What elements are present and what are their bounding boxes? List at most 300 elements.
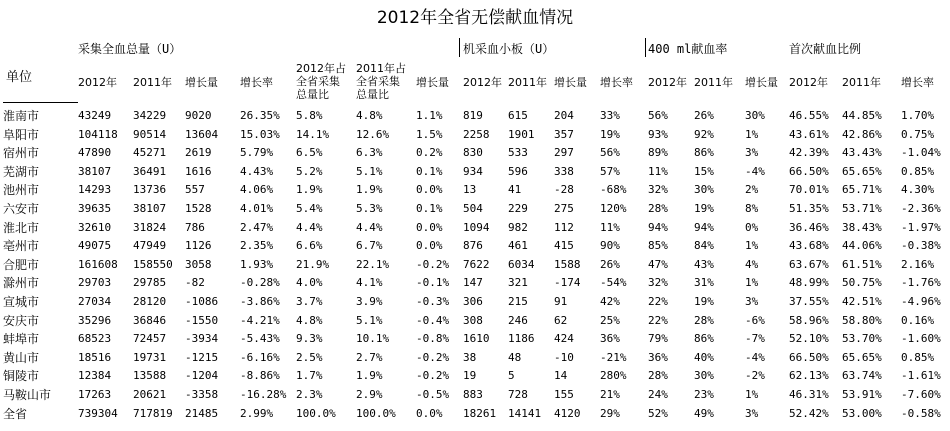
table-cell: 357 — [554, 127, 574, 141]
table-cell: 43.68% — [789, 239, 829, 253]
table-cell: 43.61% — [789, 127, 829, 141]
table-cell: 786 — [185, 220, 205, 234]
table-cell: 28% — [648, 369, 668, 383]
table-cell: 2.99% — [240, 406, 274, 420]
table-cell: -21% — [600, 350, 627, 364]
table-cell: 90514 — [133, 127, 167, 141]
table-cell: 100.0% — [296, 406, 336, 420]
table-cell: 28120 — [133, 295, 167, 308]
table-cell: 52.10% — [789, 332, 829, 346]
table-cell: 104118 — [78, 127, 118, 141]
table-cell: 70.01% — [789, 183, 829, 197]
table-cell: 44.85% — [842, 109, 882, 122]
table-cell: 36% — [600, 332, 620, 346]
group-header-first-time-ratio: 首次献血比例 — [789, 42, 862, 56]
table-cell: 62 — [554, 313, 568, 327]
table-cell: 90% — [600, 239, 620, 253]
column-header: 2011年 — [508, 76, 547, 89]
table-cell: -0.2% — [416, 350, 450, 364]
table-cell: 42.51% — [842, 295, 882, 308]
table-cell: 1.7% — [296, 369, 323, 383]
table-cell: 29% — [600, 406, 620, 420]
table-cell: 424 — [554, 332, 574, 346]
table-cell: -1.76% — [901, 276, 941, 290]
table-cell: -0.8% — [416, 332, 450, 346]
table-cell: 38.43% — [842, 220, 882, 234]
table-cell: -4.21% — [240, 313, 280, 327]
table-cell: 46.55% — [789, 109, 829, 122]
column-header: 增长率 — [600, 76, 633, 89]
table-cell: 4.06% — [240, 183, 274, 197]
table-cell: 0% — [745, 220, 759, 234]
table-cell: -4% — [745, 350, 765, 364]
table-cell: 53.70% — [842, 332, 882, 346]
table-cell: 18261 — [463, 406, 497, 420]
table-cell: 3% — [745, 146, 759, 160]
table-cell: 14141 — [508, 406, 542, 420]
table-cell: 56% — [600, 146, 620, 160]
row-label: 淮南市 — [3, 109, 40, 123]
table-cell: 982 — [508, 220, 528, 234]
row-label: 马鞍山市 — [3, 388, 52, 402]
table-cell: 6.3% — [356, 146, 383, 160]
table-cell: 86% — [694, 146, 714, 160]
table-cell: 19% — [600, 127, 620, 141]
table-cell: 35296 — [78, 313, 112, 327]
table-cell: 37.55% — [789, 295, 829, 308]
table-cell: -3.86% — [240, 295, 280, 308]
table-cell: 504 — [463, 202, 483, 215]
table-cell: 28% — [694, 313, 714, 327]
table-cell: 3.7% — [296, 295, 323, 308]
table-cell: 275 — [554, 202, 574, 215]
table-cell: 79% — [648, 332, 668, 346]
table-cell: 56% — [648, 109, 668, 122]
row-label: 宿州市 — [3, 146, 40, 161]
table-cell: 2.3% — [296, 388, 323, 401]
row-label: 滁州市 — [3, 276, 40, 291]
table-cell: -3358 — [185, 388, 219, 401]
table-cell: 53.91% — [842, 388, 882, 401]
column-header: 2012年 — [789, 76, 828, 89]
table-cell: 215 — [508, 295, 528, 308]
row-label: 蚌埠市 — [3, 332, 40, 347]
table-cell: 5 — [508, 369, 515, 383]
table-cell: 1% — [745, 388, 759, 401]
table-cell: -0.5% — [416, 388, 450, 401]
column-header: 增长率 — [240, 76, 273, 89]
table-cell: 876 — [463, 239, 483, 253]
table-cell: 3% — [745, 406, 759, 420]
column-header: 2012年 — [78, 76, 117, 89]
table-cell: 32610 — [78, 220, 112, 234]
table-cell: 4120 — [554, 406, 581, 420]
table-cell: 53.71% — [842, 202, 882, 215]
table-cell: -1.04% — [901, 146, 941, 160]
table-cell: 1528 — [185, 202, 212, 215]
table-cell: 84% — [694, 239, 714, 253]
column-header: 2011年 — [842, 76, 881, 89]
table-cell: 1186 — [508, 332, 535, 346]
table-cell: 17263 — [78, 388, 112, 401]
table-cell: 19 — [463, 369, 477, 383]
table-cell: -0.1% — [416, 276, 450, 290]
table-cell: 58.96% — [789, 313, 829, 327]
page-title: 2012年全省无偿献血情况 — [376, 8, 574, 28]
table-cell: 43% — [694, 257, 714, 271]
table-cell: 0.1% — [416, 164, 443, 178]
table-cell: 40% — [694, 350, 714, 364]
table-cell: -1550 — [185, 313, 219, 327]
table-cell: 24% — [648, 388, 668, 401]
table-cell: 91 — [554, 295, 568, 308]
table-cell: 4.4% — [296, 220, 323, 234]
table-cell: 8% — [745, 202, 759, 215]
table-cell: 61.51% — [842, 257, 882, 271]
table-cell: 1588 — [554, 257, 581, 271]
table-cell: -1086 — [185, 295, 219, 308]
table-cell: 19% — [694, 295, 714, 308]
column-header: 增长率 — [901, 76, 934, 89]
table-cell: -28 — [554, 183, 574, 197]
table-cell: 49% — [694, 406, 714, 420]
table-cell: -1215 — [185, 350, 219, 364]
table-cell: 830 — [463, 146, 483, 160]
table-cell: 0.0% — [416, 406, 443, 420]
column-header: 2012年占 全省采集 总量比 — [296, 62, 346, 101]
table-cell: -2.36% — [901, 202, 941, 215]
column-header: 2011年占 全省采集 总量比 — [356, 62, 406, 101]
table-cell: 819 — [463, 109, 483, 122]
table-cell: 62.13% — [789, 369, 829, 383]
table-cell: 42.39% — [789, 146, 829, 160]
table-cell: 38107 — [78, 164, 112, 178]
table-cell: 92% — [694, 127, 714, 141]
table-cell: 100.0% — [356, 406, 396, 420]
row-label: 铜陵市 — [3, 369, 40, 384]
table-cell: -8.86% — [240, 369, 280, 383]
table-cell: 30% — [694, 183, 714, 197]
table-cell: -0.2% — [416, 369, 450, 383]
table-cell: -4.96% — [901, 295, 941, 308]
table-cell: 44.06% — [842, 239, 882, 253]
group-header-platelets: 机采血小板（U） — [463, 42, 555, 56]
group-divider — [459, 38, 460, 57]
table-cell: 739304 — [78, 406, 118, 420]
table-cell: 5.2% — [296, 164, 323, 178]
row-label: 池州市 — [3, 183, 40, 198]
row-label: 合肥市 — [3, 257, 40, 272]
table-cell: -4% — [745, 164, 765, 178]
table-cell: 6.6% — [296, 239, 323, 253]
table-cell: 1126 — [185, 239, 212, 253]
table-cell: 0.85% — [901, 350, 935, 364]
group-header-whole-blood: 采集全血总量（U） — [78, 42, 182, 56]
table-cell: 38 — [463, 350, 477, 364]
table-cell: 63.67% — [789, 257, 829, 271]
table-cell: 85% — [648, 239, 668, 253]
table-cell: 29785 — [133, 276, 167, 290]
table-cell: 65.65% — [842, 350, 882, 364]
table-cell: 32% — [648, 276, 668, 290]
row-label: 六安市 — [3, 202, 40, 216]
table-cell: -1.97% — [901, 220, 941, 234]
table-cell: 28% — [648, 202, 668, 215]
table-cell: -0.38% — [901, 239, 941, 253]
group-divider — [645, 38, 646, 57]
table-cell: 4.30% — [901, 183, 935, 197]
table-cell: 12.6% — [356, 127, 390, 141]
table-cell: -3934 — [185, 332, 219, 346]
table-cell: 10.1% — [356, 332, 390, 346]
group-header-400ml-rate: 400 ml献血率 — [648, 42, 728, 56]
table-cell: 11% — [600, 220, 620, 234]
table-cell: 52% — [648, 406, 668, 420]
table-cell: 50.75% — [842, 276, 882, 290]
table-cell: 0.16% — [901, 313, 935, 327]
table-cell: 1.5% — [416, 127, 443, 141]
table-cell: 25% — [600, 313, 620, 327]
table-cell: 12384 — [78, 369, 112, 383]
table-cell: -1204 — [185, 369, 219, 383]
table-cell: 26% — [694, 109, 714, 122]
table-cell: 0.1% — [416, 202, 443, 215]
table-cell: 4.8% — [356, 109, 383, 122]
table-cell: 0.0% — [416, 239, 443, 253]
table-cell: 147 — [463, 276, 483, 290]
table-cell: 36.46% — [789, 220, 829, 234]
table-cell: 2258 — [463, 127, 490, 141]
table-cell: 48 — [508, 350, 522, 364]
table-cell: 45271 — [133, 146, 167, 160]
table-cell: 297 — [554, 146, 574, 160]
table-cell: 15% — [694, 164, 714, 178]
table-cell: 1901 — [508, 127, 535, 141]
table-cell: 2.47% — [240, 220, 274, 234]
table-cell: 41 — [508, 183, 522, 197]
table-cell: -5.43% — [240, 332, 280, 346]
table-cell: 557 — [185, 183, 205, 197]
table-cell: 1.9% — [356, 369, 383, 383]
table-cell: 2.35% — [240, 239, 274, 253]
table-cell: -0.3% — [416, 295, 450, 308]
table-cell: 43.43% — [842, 146, 882, 160]
table-cell: 533 — [508, 146, 528, 160]
row-label: 芜湖市 — [3, 164, 40, 179]
column-header: 增长量 — [554, 76, 587, 89]
table-cell: -7% — [745, 332, 765, 346]
table-cell: 9020 — [185, 109, 212, 122]
column-header: 2012年 — [463, 76, 502, 89]
table-cell: 615 — [508, 109, 528, 122]
table-cell: 68523 — [78, 332, 112, 346]
table-cell: 13604 — [185, 127, 219, 141]
table-cell: 2619 — [185, 146, 212, 160]
row-label: 全省 — [3, 406, 28, 421]
table-cell: -82 — [185, 276, 205, 290]
table-cell: 1% — [745, 276, 759, 290]
table-cell: 120% — [600, 202, 627, 215]
table-cell: 6.7% — [356, 239, 383, 253]
table-cell: 42.86% — [842, 127, 882, 141]
table-cell: 112 — [554, 220, 574, 234]
table-cell: 728 — [508, 388, 528, 401]
table-cell: 246 — [508, 313, 528, 327]
table-cell: 66.50% — [789, 164, 829, 178]
table-cell: 2.16% — [901, 257, 935, 271]
table-cell: 1.9% — [296, 183, 323, 197]
table-cell: 38107 — [133, 202, 167, 215]
table-cell: 158550 — [133, 257, 173, 271]
table-cell: 65.71% — [842, 183, 882, 197]
table-cell: 1% — [745, 239, 759, 253]
row-label: 宣城市 — [3, 295, 40, 309]
table-cell: 6.5% — [296, 146, 323, 160]
table-cell: 4% — [745, 257, 759, 271]
table-cell: 22% — [648, 295, 668, 308]
table-cell: -174 — [554, 276, 581, 290]
table-cell: 5.4% — [296, 202, 323, 215]
table-cell: 5.1% — [356, 313, 383, 327]
table-cell: 0.85% — [901, 164, 935, 178]
row-label: 安庆市 — [3, 313, 40, 328]
row-label: 亳州市 — [3, 239, 40, 254]
table-cell: 0.0% — [416, 220, 443, 234]
table-cell: 4.1% — [356, 276, 383, 290]
table-cell: 13736 — [133, 183, 167, 197]
table-cell: -0.58% — [901, 406, 941, 420]
table-cell: 13 — [463, 183, 477, 197]
table-cell: 5.1% — [356, 164, 383, 178]
table-cell: -7.60% — [901, 388, 941, 401]
table-cell: 34229 — [133, 109, 167, 122]
column-header: 2011年 — [694, 76, 733, 89]
table-cell: 717819 — [133, 406, 173, 420]
table-cell: 11% — [648, 164, 668, 178]
table-cell: 5.8% — [296, 109, 323, 122]
table-cell: 338 — [554, 164, 574, 178]
table-cell: 36491 — [133, 164, 167, 178]
table-cell: 46.31% — [789, 388, 829, 401]
table-cell: -1.60% — [901, 332, 941, 346]
row-label: 阜阳市 — [3, 127, 40, 142]
table-cell: 883 — [463, 388, 483, 401]
table-cell: 21% — [600, 388, 620, 401]
table-cell: 93% — [648, 127, 668, 141]
table-cell: 2.7% — [356, 350, 383, 364]
table-cell: 21485 — [185, 406, 219, 420]
table-cell: 49075 — [78, 239, 112, 253]
table-cell: 14293 — [78, 183, 112, 197]
unit-label: 单位 — [6, 70, 33, 85]
table-cell: 308 — [463, 313, 483, 327]
table-cell: -6.16% — [240, 350, 280, 364]
table-cell: -0.28% — [240, 276, 280, 290]
table-cell: 33% — [600, 109, 620, 122]
table-cell: 30% — [694, 369, 714, 383]
table-cell: 63.74% — [842, 369, 882, 383]
table-cell: 1% — [745, 127, 759, 141]
table-cell: 72457 — [133, 332, 167, 346]
table-cell: -6% — [745, 313, 765, 327]
table-cell: 65.65% — [842, 164, 882, 178]
table-cell: 596 — [508, 164, 528, 178]
table-cell: -0.4% — [416, 313, 450, 327]
column-header: 2011年 — [133, 76, 172, 89]
table-cell: 26% — [600, 257, 620, 271]
table-cell: 19% — [694, 202, 714, 215]
table-cell: 94% — [694, 220, 714, 234]
table-cell: 31824 — [133, 220, 167, 234]
table-cell: 48.99% — [789, 276, 829, 290]
table-cell: 14 — [554, 369, 568, 383]
table-cell: 66.50% — [789, 350, 829, 364]
header-underline — [3, 102, 78, 103]
table-cell: 14.1% — [296, 127, 330, 141]
table-cell: 18516 — [78, 350, 112, 364]
row-label: 淮北市 — [3, 220, 40, 235]
table-cell: 4.01% — [240, 202, 274, 215]
table-cell: 52.42% — [789, 406, 829, 420]
table-cell: -0.2% — [416, 257, 450, 271]
table-cell: 19731 — [133, 350, 167, 364]
table-cell: 229 — [508, 202, 528, 215]
table-cell: 47% — [648, 257, 668, 271]
table-cell: 306 — [463, 295, 483, 308]
table-cell: 2.5% — [296, 350, 323, 364]
table-cell: 27034 — [78, 295, 112, 308]
table-cell: 934 — [463, 164, 483, 178]
table-cell: -54% — [600, 276, 627, 290]
table-cell: 86% — [694, 332, 714, 346]
table-cell: 30% — [745, 109, 765, 122]
table-cell: 321 — [508, 276, 528, 290]
table-cell: 204 — [554, 109, 574, 122]
table-cell: -68% — [600, 183, 627, 197]
table-cell: 29703 — [78, 276, 112, 290]
table-cell: 39635 — [78, 202, 112, 215]
table-cell: 43249 — [78, 109, 112, 122]
table-cell: 32% — [648, 183, 668, 197]
table-cell: 6034 — [508, 257, 535, 271]
table-cell: 2% — [745, 183, 759, 197]
table-cell: 94% — [648, 220, 668, 234]
table-cell: 1616 — [185, 164, 212, 178]
table-cell: 7622 — [463, 257, 490, 271]
table-cell: 280% — [600, 369, 627, 383]
table-cell: 3.9% — [356, 295, 383, 308]
table-cell: 21.9% — [296, 257, 330, 271]
table-cell: 2.9% — [356, 388, 383, 401]
table-cell: -10 — [554, 350, 574, 364]
table-cell: 4.0% — [296, 276, 323, 290]
table-cell: 1.93% — [240, 257, 274, 271]
table-cell: 22% — [648, 313, 668, 327]
column-header: 增长量 — [185, 76, 218, 89]
table-cell: 4.4% — [356, 220, 383, 234]
table-cell: 1610 — [463, 332, 490, 346]
table-cell: 31% — [694, 276, 714, 290]
table-cell: 53.00% — [842, 406, 882, 420]
table-cell: 161608 — [78, 257, 118, 271]
table-cell: 47949 — [133, 239, 167, 253]
column-header: 增长量 — [416, 76, 449, 89]
table-cell: 155 — [554, 388, 574, 401]
table-cell: 15.03% — [240, 127, 280, 141]
table-cell: 1.9% — [356, 183, 383, 197]
table-cell: 51.35% — [789, 202, 829, 215]
table-cell: 461 — [508, 239, 528, 253]
